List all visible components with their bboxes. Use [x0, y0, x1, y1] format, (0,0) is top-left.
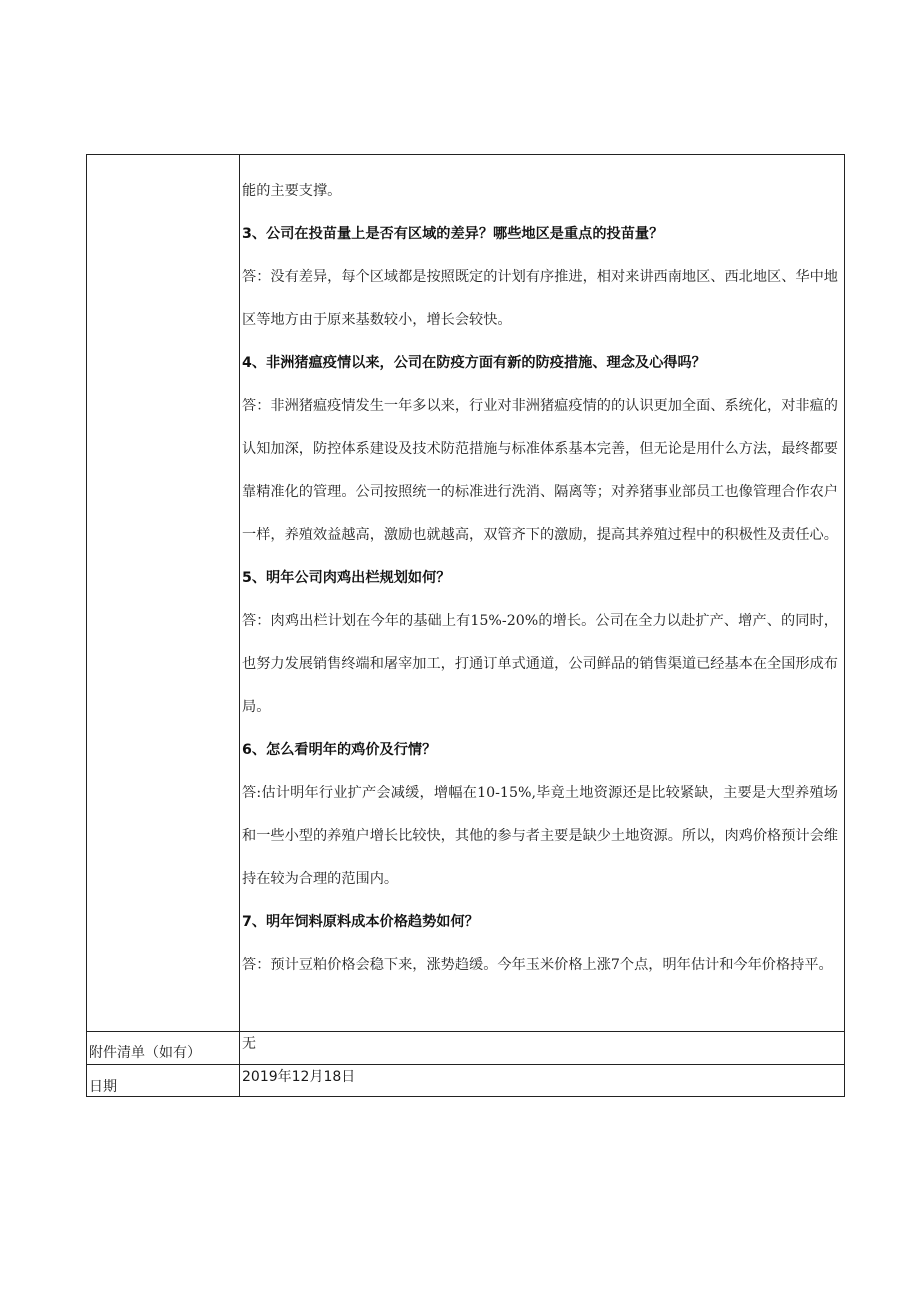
qa-row: [87, 155, 844, 1031]
attachment-row: [87, 1031, 844, 1064]
question-6: 6、怎么看明年的鸡价及行情？: [242, 742, 437, 758]
continuation-text: 能的主要支撑。: [242, 183, 342, 199]
info-table: [86, 154, 845, 1097]
answer-4: 答：非洲猪瘟疫情发生一年多以来，行业对非洲猪瘟疫情的的认识更加全面、系统化，对非瘟的认知加深，防控体系建设及技术防范措施与标准体系基本完善，但无论是用什么方法，最终都要靠精准化的管理。公司按照统一的标准进行洗消、隔离等；对养猪事业部员工也像管理合作农户一样，养殖效益越高，激励也就越高，双管齐下的激励，提高其养殖过程中的积极性及责任心。: [242, 398, 838, 543]
date-label: 日期: [89, 1079, 117, 1095]
answer-7: 答：预计豆粕价格会稳下来，涨势趋缓。今年玉米价格上涨7个点，明年估计和今年价格持平。: [242, 957, 833, 973]
date-value: 2019年12月18日: [242, 1069, 356, 1085]
question-3: 3、公司在投苗量上是否有区域的差异？哪些地区是重点的投苗量？: [242, 226, 664, 242]
answer-3: 答：没有差异，每个区域都是按照既定的计划有序推进，相对来讲西南地区、西北地区、华中地区等地方由于原来基数较小，增长会较快。: [242, 269, 838, 328]
question-4: 4、非洲猪瘟疫情以来，公司在防疫方面有新的防疫措施、理念及心得吗？: [242, 355, 706, 371]
answer-5: 答：肉鸡出栏计划在今年的基础上有15%-20%的增长。公司在全力以赴扩产、增产、的同时，也努力发展销售终端和屠宰加工，打通订单式通道，公司鲜品的销售渠道已经基本在全国形成布局。: [242, 613, 838, 715]
answer-6: 答:估计明年行业扩产会减缓，增幅在10-15%,毕竟土地资源还是比较紧缺，主要是大型养殖场和一些小型的养殖户增长比较快，其他的参与者主要是缺少土地资源。所以，肉鸡价格预计会维持在较为合理的范围内。: [242, 785, 838, 887]
attachment-value: 无: [242, 1036, 256, 1052]
date-row: [87, 1064, 844, 1096]
question-7: 7、明年饲料原料成本价格趋势如何？: [242, 914, 479, 930]
qa-content: [240, 155, 844, 1031]
question-5: 5、明年公司肉鸡出栏规划如何？: [242, 570, 451, 586]
attachment-label: 附件清单（如有）: [89, 1045, 201, 1061]
qa-label-cell: [87, 155, 239, 1031]
